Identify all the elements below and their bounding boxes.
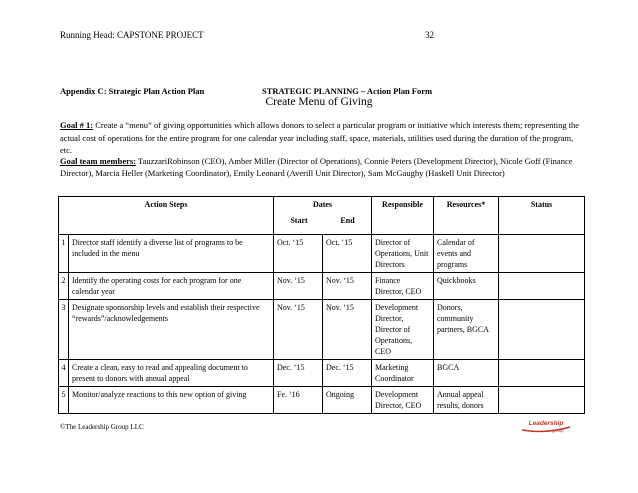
- status: [499, 235, 585, 273]
- responsible: Development Director, CEO: [372, 387, 434, 414]
- document-title: Create Menu of Giving: [265, 96, 373, 108]
- responsible: Development Director, Director of Operations, CEO: [372, 300, 434, 360]
- team-text: TauzzariRobinson (CEO), Amber Miller (Director of Operations), Connie Peters (Development Director), Nicole Goff (Finance Director), Marcia Heller (Marketing Coordinator), Emily Leonard (Averill Unit Director), Sam McGaughy (Haskell Unit Director): [60, 156, 573, 178]
- copyright-footer: ©The Leadership Group LLC: [60, 423, 144, 431]
- header-resources: Resources*: [434, 197, 499, 235]
- page-number: 32: [425, 30, 434, 40]
- responsible: Director of Operations, Unit Directors: [372, 235, 434, 273]
- start-date: Nov. ‘15: [274, 273, 323, 300]
- table-row: [59, 360, 585, 387]
- status: [499, 360, 585, 387]
- header-action-steps: Action Steps: [59, 197, 274, 235]
- resources: Annual appeal results, donors: [434, 387, 499, 414]
- start-date: Dec. ‘15: [274, 360, 323, 387]
- goal-paragraph: [60, 119, 580, 157]
- responsible: Marketing Coordinator: [372, 360, 434, 387]
- table-row: [59, 273, 585, 300]
- goal-label: Goal # 1:: [60, 120, 94, 130]
- start-date: Nov. ‘15: [274, 300, 323, 360]
- svg-text:group: group: [552, 428, 564, 433]
- running-head: Running Head: CAPSTONE PROJECT: [60, 30, 204, 40]
- appendix-label: Appendix C: Strategic Plan Action Plan: [60, 86, 205, 96]
- leadership-group-logo: [520, 418, 572, 434]
- responsible: Finance Director, CEO: [372, 273, 434, 300]
- start-date: Fe. ‘16: [274, 387, 323, 414]
- table-row: [59, 300, 585, 360]
- resources: Quickbooks: [434, 273, 499, 300]
- form-title: STRATEGIC PLANNING – Action Plan Form: [262, 86, 433, 96]
- action-step: Identify the operating costs for each program for one calendar year: [69, 273, 274, 300]
- table-row: [59, 387, 585, 414]
- end-date: Oct. ‘15: [323, 235, 372, 273]
- start-date: Oct. ‘15: [274, 235, 323, 273]
- row-number: 3: [59, 300, 69, 360]
- resources: Donors, community partners, BGCA: [434, 300, 499, 360]
- status: [499, 273, 585, 300]
- end-date: Nov. ‘15: [323, 300, 372, 360]
- end-date: Ongoing: [323, 387, 372, 414]
- table-row: [59, 235, 585, 273]
- action-step: Create a clean, easy to read and appealing document to present to donors with annual appeal: [69, 360, 274, 387]
- status: [499, 387, 585, 414]
- end-date: Nov. ‘15: [323, 273, 372, 300]
- header-responsible: Responsible: [372, 197, 434, 235]
- row-number: 5: [59, 387, 69, 414]
- action-step: Monitor/analyze reactions to this new option of giving: [69, 387, 274, 414]
- action-step: Designate sponsorship levels and establish their respective “rewards”/acknowledgements: [69, 300, 274, 360]
- team-label: Goal team members:: [60, 156, 137, 166]
- header-end: End: [340, 216, 355, 225]
- logo-icon: [520, 418, 572, 434]
- table-header-row: [59, 197, 585, 235]
- row-number: 1: [59, 235, 69, 273]
- action-step: Director staff identify a diverse list of programs to be included in the menu: [69, 235, 274, 273]
- row-number: 2: [59, 273, 69, 300]
- status: [499, 300, 585, 360]
- resources: BGCA: [434, 360, 499, 387]
- resources: Calendar of events and programs: [434, 235, 499, 273]
- header-dates: [274, 197, 372, 235]
- goal-text: Create a “menu” of giving opportunities which allows donors to select a particular program or initiative which interests them; representing the actual cost of operations for the entire program for one calendar year including staff, space, materials, utilities used during the duration of the program, etc.: [60, 120, 580, 155]
- svg-text:Leadership: Leadership: [528, 420, 564, 427]
- row-number: 4: [59, 360, 69, 387]
- header-dates-label: Dates: [312, 200, 333, 209]
- header-start: Start: [290, 216, 308, 225]
- action-plan-table: [58, 196, 585, 414]
- team-paragraph: [60, 155, 580, 179]
- header-status: Status: [499, 197, 585, 235]
- end-date: Dec. ‘15: [323, 360, 372, 387]
